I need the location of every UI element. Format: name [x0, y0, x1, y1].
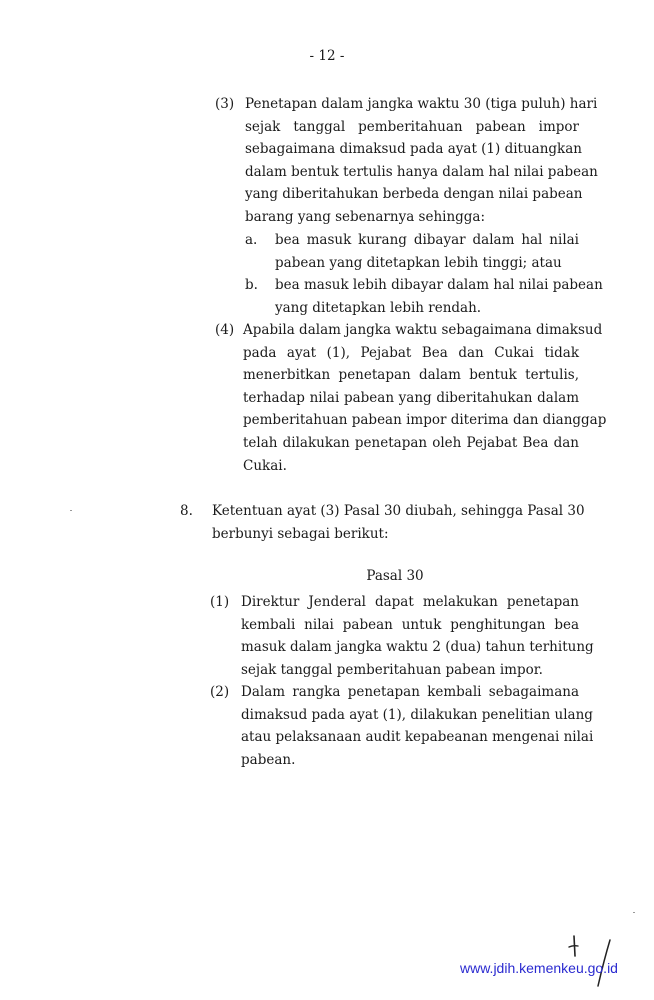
ayat-4-line: Apabila dalam jangka waktu sebagaimana dimaksud — [243, 322, 603, 338]
ayat-4-number: (4) — [215, 322, 235, 338]
ayat-4-line: pemberitahuan pabean impor diterima dan dianggap — [243, 412, 607, 429]
scan-speck — [633, 912, 635, 913]
ayat-4-line: terhadap nilai pabean yang diberitahukan dalam — [243, 389, 579, 406]
scan-speck — [70, 510, 72, 511]
pasal-30-ayat-1-line: kembali nilai pabean untuk penghitungan bea — [241, 616, 579, 633]
ayat-3-line: dalam bentuk tertulis hanya dalam hal nilai pabean — [245, 163, 598, 180]
item-b-line: bea masuk lebih dibayar dalam hal nilai pabean — [275, 277, 603, 293]
ayat-4-line: telah dilakukan penetapan oleh Pejabat Bea dan — [243, 435, 579, 451]
item-b-line: yang ditetapkan lebih rendah. — [275, 299, 482, 316]
pasal-30-ayat-1-line: sejak tanggal pemberitahuan pabean impor. — [241, 661, 543, 678]
item-a-line: pabean yang ditetapkan lebih tinggi; atau — [275, 254, 562, 271]
pasal-30-ayat-1-line: Direktur Jenderal dapat melakukan penetapan — [241, 594, 579, 610]
item-8-line: Ketentuan ayat (3) Pasal 30 diubah, sehingga Pasal 30 — [212, 503, 585, 519]
ayat-4-line: Cukai. — [243, 457, 287, 474]
ayat-3-line: sejak tanggal pemberitahuan pabean impor — [245, 118, 579, 135]
ayat-4-line: menerbitkan penetapan dalam bentuk tertulis, — [243, 367, 579, 384]
item-a-line: bea masuk kurang dibayar dalam hal nilai — [275, 232, 579, 248]
ayat-3-line: Penetapan dalam jangka waktu 30 (tiga puluh) hari — [245, 96, 598, 112]
pasal-30-ayat-2-line: dimaksud pada ayat (1), dilakukan penelitian ulang — [241, 706, 593, 723]
item-8-number: 8. — [180, 503, 193, 519]
pasal-30-ayat-2-line: atau pelaksanaan audit kepabeanan mengenai nilai — [241, 729, 594, 746]
item-b-marker: b. — [245, 277, 258, 293]
ayat-3-line: sebagaimana dimaksud pada ayat (1) dituangkan — [245, 141, 582, 158]
pasal-30-ayat-2-line: Dalam rangka penetapan kembali sebagaimana — [241, 684, 579, 700]
pasal-30-ayat-1-number: (1) — [210, 594, 230, 610]
pasal-30-ayat-1-line: masuk dalam jangka waktu 2 (dua) tahun terhitung — [241, 639, 594, 656]
page-number: - 12 - — [309, 48, 345, 64]
item-8-line: berbunyi sebagai berikut: — [212, 525, 389, 542]
ayat-3-number: (3) — [215, 96, 235, 112]
ayat-4-line: pada ayat (1), Pejabat Bea dan Cukai tidak — [243, 344, 579, 361]
footer-url[interactable]: www.jdih.kemenkeu.go.id — [460, 960, 618, 976]
ayat-3-line: barang yang sebenarnya sehingga: — [245, 209, 486, 225]
item-a-marker: a. — [245, 232, 258, 248]
pasal-30-ayat-2-line: pabean. — [241, 751, 296, 768]
pasal-30-heading: Pasal 30 — [366, 568, 424, 584]
pasal-30-ayat-2-number: (2) — [210, 684, 230, 700]
ayat-3-line: yang diberitahukan berbeda dengan nilai pabean — [245, 186, 583, 203]
